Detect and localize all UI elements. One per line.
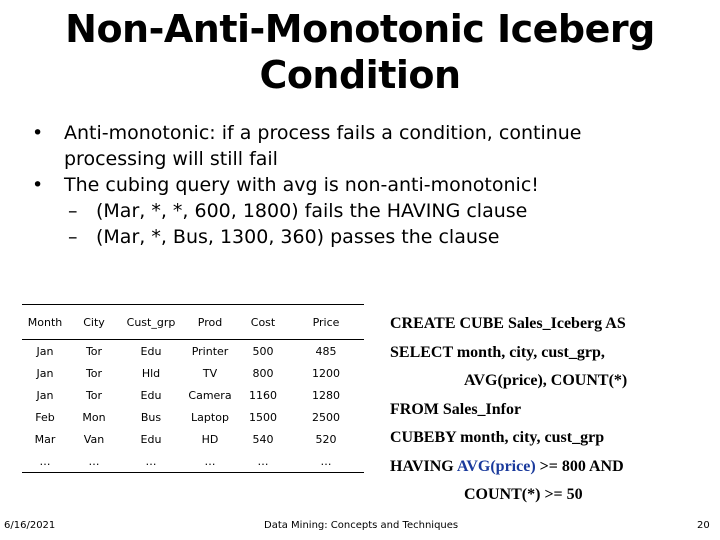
sql-highlight: AVG(price) [456, 457, 536, 475]
bullet-text: processing will still fail [64, 148, 278, 170]
table-cell: 800 [252, 366, 274, 380]
table-cell: Laptop [191, 410, 229, 424]
sql-line: CREATE CUBE Sales_Iceberg AS [390, 315, 626, 332]
table-header-cell: City [68, 305, 120, 340]
table-cell: … [288, 450, 364, 473]
table-cell: TV [202, 366, 218, 380]
table-cell: Tor [85, 388, 103, 402]
sql-having-line [390, 453, 710, 482]
table-cell: Jan [36, 344, 54, 358]
table-header-cell: Price [288, 305, 364, 340]
slide-title-line-2: Condition [259, 53, 461, 97]
table-cell: … [182, 450, 238, 473]
sub-bullet-item-2 [28, 224, 708, 250]
table-cell: 1160 [249, 388, 277, 402]
table-cell: 500 [252, 344, 274, 358]
table-row [22, 450, 364, 473]
table-row [22, 406, 364, 428]
sql-query [390, 310, 710, 510]
table-cell: Jan [36, 366, 54, 380]
sql-line: FROM Sales_Infor [390, 400, 522, 418]
table-cell: Edu [140, 344, 162, 358]
sql-line: SELECT month, city, cust_grp, [390, 343, 605, 361]
table-row [22, 384, 364, 406]
footer-title: Data Mining: Concepts and Techniques [264, 520, 459, 531]
sql-text: >= 800 AND [539, 457, 624, 475]
table-header-cell: Cost [238, 305, 288, 340]
table-cell: 2500 [312, 410, 340, 424]
table-cell: Feb [35, 410, 55, 424]
table-cell: … [22, 450, 68, 473]
page-number: 20 [697, 520, 710, 531]
sub-bullet-marker: – [68, 226, 78, 248]
table-cell: Van [83, 432, 105, 446]
table-header-cell: Prod [182, 305, 238, 340]
table-header-cell: Cust_grp [120, 305, 182, 340]
sub-bullet-text: (Mar, *, *, 600, 1800) fails the HAVING clause [96, 200, 528, 222]
table-cell: Camera [188, 388, 232, 402]
table-cell: Mon [82, 410, 106, 424]
table-cell: … [68, 450, 120, 473]
footer-date: 6/16/2021 [4, 520, 56, 531]
sql-keyword: HAVING [390, 457, 454, 475]
bullet-marker: • [32, 174, 44, 196]
table-row [22, 428, 364, 450]
table-cell: Mar [34, 432, 56, 446]
bullet-item-2 [28, 172, 708, 198]
table-cell: HD [201, 432, 219, 446]
sales-table [22, 304, 364, 473]
slide-title [40, 6, 680, 98]
table-cell: Tor [85, 366, 103, 380]
table-cell: Edu [140, 432, 162, 446]
table-cell: Tor [85, 344, 103, 358]
table-cell: 1280 [312, 388, 340, 402]
sub-bullet-marker: – [68, 200, 78, 222]
table-cell: … [120, 450, 182, 473]
bullet-marker: • [32, 122, 44, 144]
table-row [22, 362, 364, 384]
table-cell: Edu [140, 388, 162, 402]
table-row [22, 340, 364, 363]
table-cell: 485 [315, 344, 337, 358]
slide-title-line-1: Non-Anti-Monotonic Iceberg [65, 7, 655, 51]
sql-line: COUNT(*) >= 50 [464, 486, 583, 503]
table-header-cell: Month [22, 305, 68, 340]
table-cell: … [238, 450, 288, 473]
table-cell: 540 [252, 432, 274, 446]
table-cell: Bus [140, 410, 162, 424]
sql-line: CUBEBY month, city, cust_grp [390, 429, 605, 446]
sub-bullet-text: (Mar, *, Bus, 1300, 360) passes the clause [96, 226, 500, 248]
sql-line: AVG(price), COUNT(*) [464, 372, 628, 389]
bullet-list [28, 120, 708, 250]
table-cell: 520 [315, 432, 337, 446]
bullet-text: The cubing query with avg is non-anti-monotonic! [64, 174, 539, 196]
table-cell: 1500 [249, 410, 277, 424]
table-cell: Hld [141, 366, 161, 380]
table-cell: Jan [36, 388, 54, 402]
table-header-row [22, 305, 364, 340]
bullet-item-1 [28, 120, 708, 172]
table-cell: Printer [191, 344, 229, 358]
table-cell: 1200 [312, 366, 340, 380]
sub-bullet-item-1 [28, 198, 708, 224]
bullet-text: Anti-monotonic: if a process fails a condition, continue [64, 122, 582, 144]
